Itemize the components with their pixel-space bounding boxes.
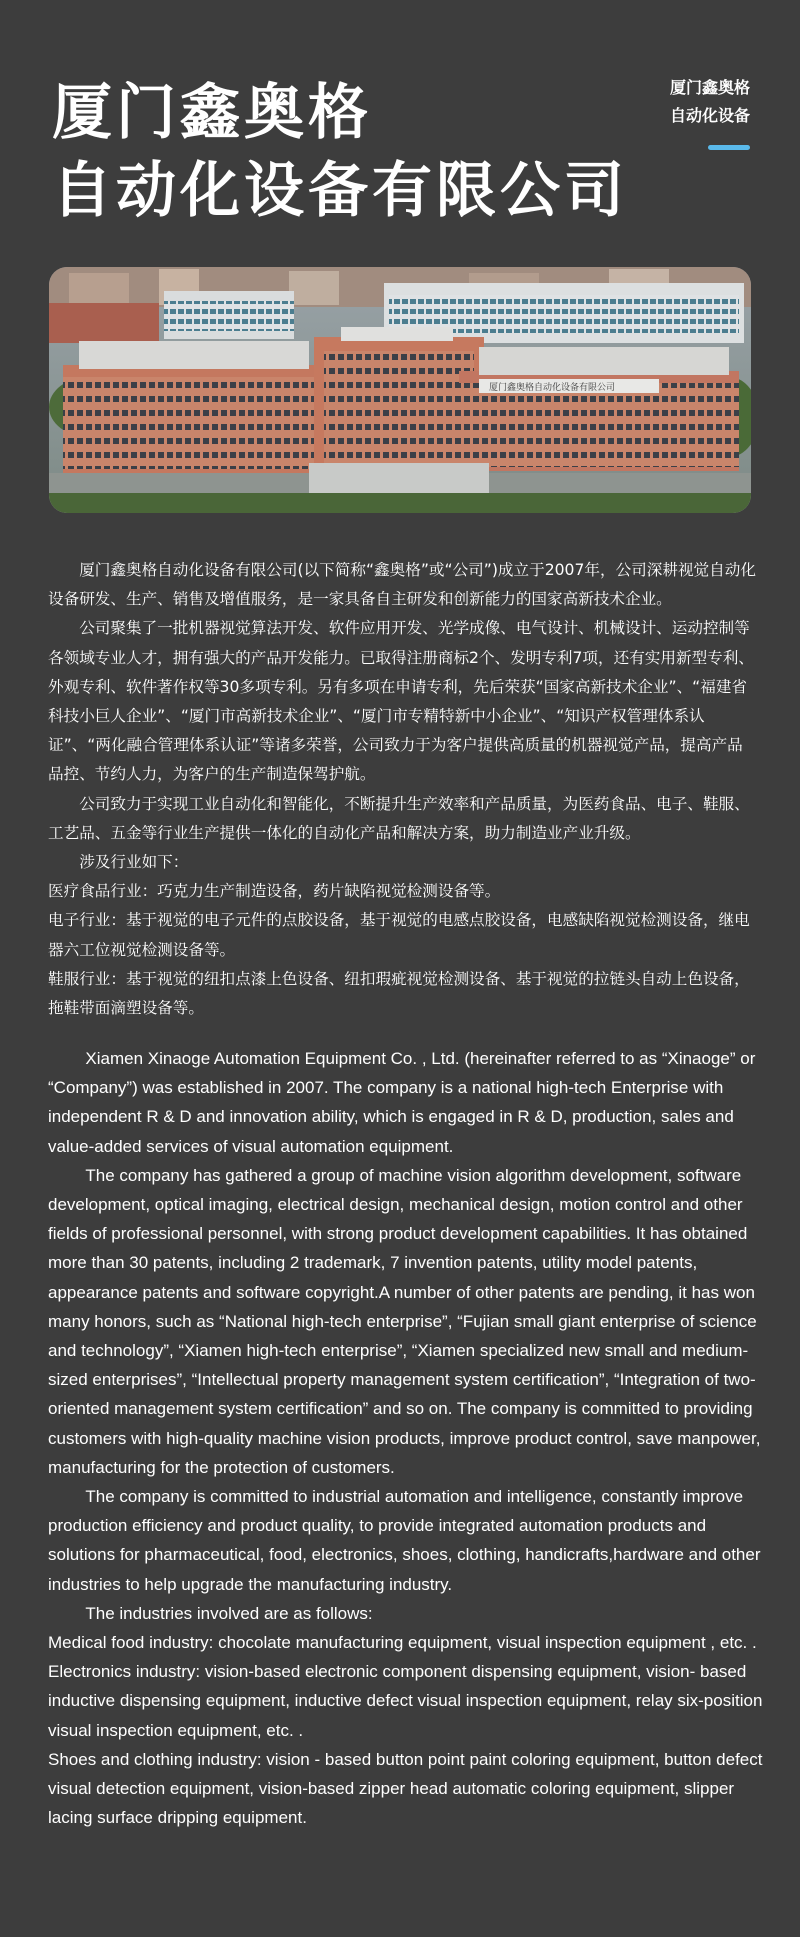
side-tag-line-1: 厦门鑫奥格 — [669, 78, 750, 97]
title-line-2: 自动化设备有限公司 — [52, 156, 628, 226]
en-industry-electronics: Electronics industry: vision-based electronic component dispensing equipment, vision- based inductive dispensing equipment, inductive defect visual inspection equipment, relay six-position visual inspection equipment, etc. . — [48, 1662, 763, 1740]
en-paragraph-1: Xiamen Xinaoge Automation Equipment Co. , Ltd. (hereinafter referred to as “Xinaoge” or “Company”) was established in 2007. The company is a national high-tech Enterprise with independent R & D and innovation ability, which is engaged in R & D, production, sales and value-added services of visual automation equipment. — [48, 1049, 756, 1156]
en-paragraph-2: The company has gathered a group of machine vision algorithm development, software development, optical imaging, electrical design, mechanical design, motion control and other fields of professional personnel, with strong product development capabilities. It has obtained more than 30 patents, including 2 trademark, 7 invention patents, utility model patents, appearance patents and software copyright.A number of other patents are pending, it has won many honors, such as “National high-tech enterprise”, “Fujian small giant enterprise of science and technology”, “Xiamen high-tech enterprise”, “Xiamen specialized new small and medium-sized enterprises”, “Intellectual property management system certification”, “Integration of two-oriented management system certification” and so on. The company is committed to providing customers with high-quality machine vision products, improve product control, save manpower, manufacturing for the protection of customers. — [48, 1165, 761, 1477]
side-tag — [670, 74, 750, 130]
cn-industry-shoes: 鞋服行业：基于视觉的纽扣点漆上色设备、纽扣瑕疵视觉检测设备、基于视觉的拉链头自动上色设备，拖鞋带面滴塑设备等。 — [48, 969, 750, 1018]
intro-english — [48, 1044, 764, 1832]
intro-chinese — [48, 556, 758, 1023]
page-title — [52, 74, 628, 230]
title-line-1: 厦门鑫奥格 — [52, 78, 372, 148]
cn-industry-electronics: 电子行业：基于视觉的电子元件的点胶设备，基于视觉的电感点胶设备，电感缺陷视觉检测设备，继电器六工位视觉检测设备等。 — [48, 911, 750, 959]
cn-paragraph-4: 涉及行业如下： — [79, 853, 189, 872]
cn-paragraph-2: 公司聚集了一批机器视觉算法开发、软件应用开发、光学成像、电气设计、机械设计、运动控制等各领域专业人才，拥有强大的产品开发能力。已取得注册商标2个、发明专利7项，还有实用新型专利、外观专利、软件著作权等30多项专利。另有多项在申请专利，先后荣获“国家高新技术企业”、“福建省科技小巨人企业”、“厦门市高新技术企业”、“厦门市专精特新中小企业”、“知识产权管理体系认证”、“两化融合管理体系认证”等诸多荣誉，公司致力于为客户提供高质量的机器视觉产品，提高产品品控、节约人力，为客户的生产制造保驾护航。 — [48, 619, 754, 784]
company-building-photo — [49, 267, 751, 513]
en-paragraph-4: The industries involved are as follows: — [85, 1603, 373, 1623]
cn-paragraph-3: 公司致力于实现工业自动化和智能化，不断提升生产效率和产品质量，为医药食品、电子、鞋服、工艺品、五金等行业生产提供一体化的自动化产品和解决方案，助力制造业产业升级。 — [48, 794, 750, 842]
en-industry-medical: Medical food industry: chocolate manufacturing equipment, visual inspection equipment , etc. . — [48, 1633, 757, 1653]
building-sign: 厦门鑫奥格自动化设备有限公司 — [489, 383, 616, 393]
en-paragraph-3: The company is committed to industrial automation and intelligence, constantly improve production efficiency and product quality, to provide integrated automation products and solutions for pharmaceutical, food, electronics, shoes, clothing, handicrafts,hardware and other industries to help upgrade the manufacturing industry. — [48, 1487, 761, 1594]
cn-industry-medical: 医疗食品行业：巧克力生产制造设备，药片缺陷视觉检测设备等。 — [48, 882, 501, 901]
cn-paragraph-1: 厦门鑫奥格自动化设备有限公司(以下简称“鑫奥格”或“公司”)成立于2007年，公司深耕视觉自动化设备研发、生产、销售及增值服务，是一家具备自主研发和创新能力的国家高新技术企业。 — [48, 561, 756, 609]
accent-bar — [708, 145, 750, 150]
en-industry-shoes: Shoes and clothing industry: vision - based button point paint coloring equipment, button defect visual detection equipment, vision-based zipper head automatic coloring equipment, slipper lacing surface dripping equipment. — [48, 1749, 763, 1828]
side-tag-line-2: 自动化设备 — [669, 106, 750, 125]
